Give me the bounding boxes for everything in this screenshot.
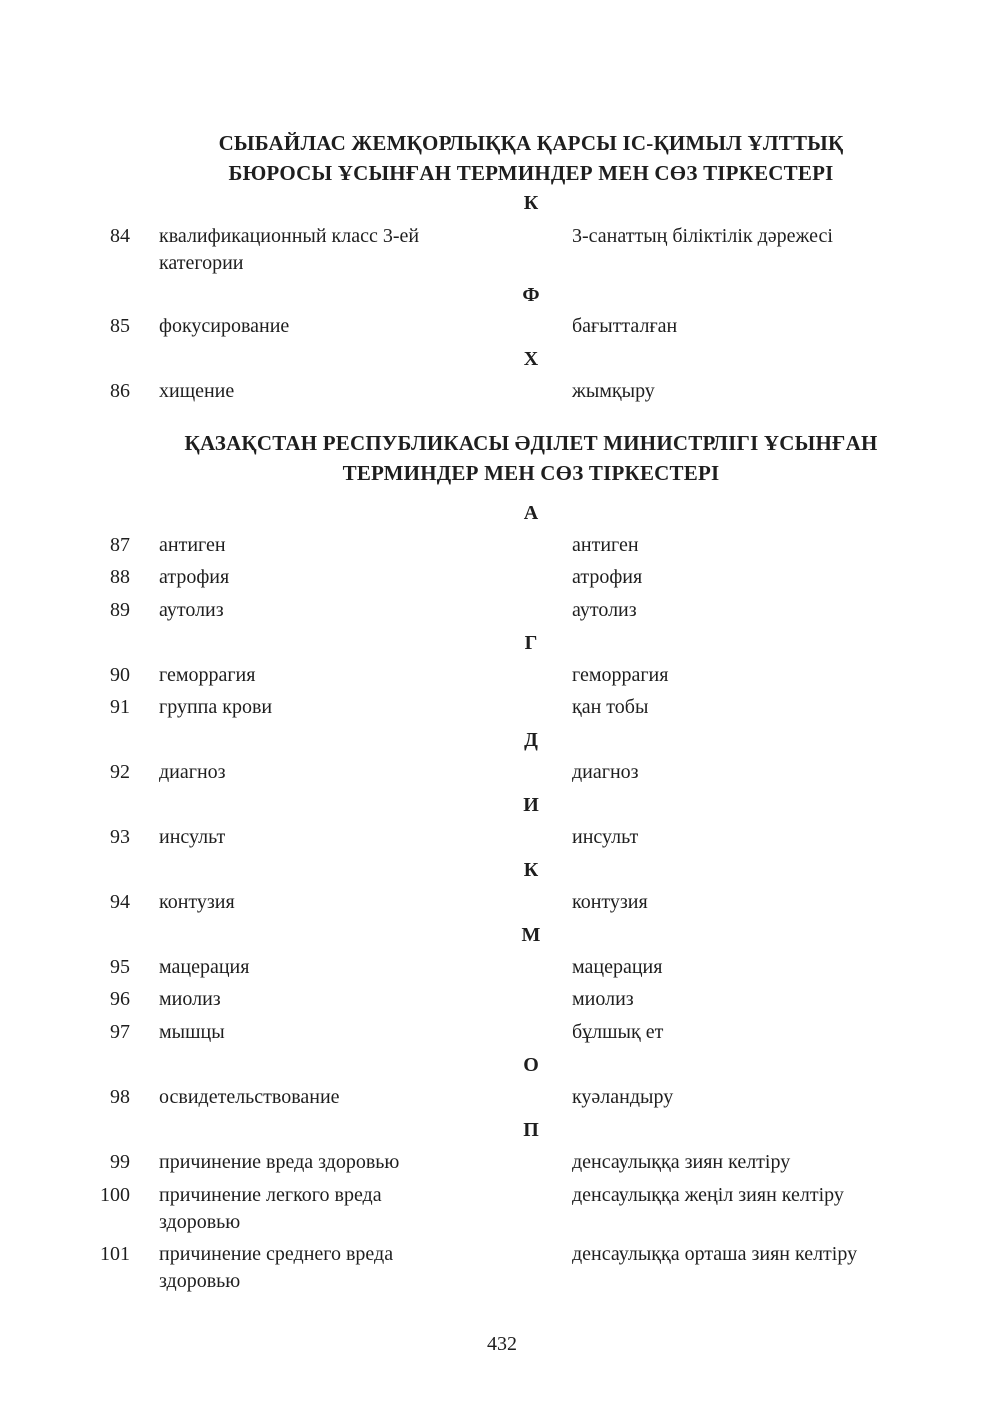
kazakh-term: денсаулыққа орташа зиян келтіру <box>572 1243 858 1265</box>
entry-number: 96 <box>110 988 130 1010</box>
entry-number: 86 <box>110 380 130 402</box>
russian-term: геморрагия <box>159 664 256 686</box>
kazakh-term: денсаулыққа жеңіл зиян келтіру <box>572 1184 844 1206</box>
entry-number: 98 <box>110 1086 130 1108</box>
russian-term: причинение вреда здоровью <box>159 1151 400 1173</box>
russian-term: мышцы <box>159 1021 225 1043</box>
section-title <box>100 128 962 188</box>
russian-term: освидетельствование <box>159 1086 340 1108</box>
entry-number: 93 <box>110 826 130 848</box>
page-number: 432 <box>487 1333 517 1355</box>
entry-number: 94 <box>110 891 130 913</box>
entry-number: 85 <box>110 315 130 337</box>
entry-number: 88 <box>110 566 130 588</box>
letter-heading: Ф <box>522 284 540 306</box>
letter-heading: Д <box>524 729 538 751</box>
letter-heading: О <box>523 1054 539 1076</box>
entry-number: 101 <box>100 1243 130 1265</box>
russian-term: аутолиз <box>159 599 224 621</box>
russian-term: квалификационный класс 3-ей категории <box>159 225 420 274</box>
entry-number: 87 <box>110 534 130 556</box>
section-title-line: ТЕРМИНДЕР МЕН СӨЗ ТІРКЕСТЕРІ <box>342 461 720 485</box>
letter-heading: А <box>523 502 539 524</box>
letter-heading: Г <box>524 632 538 654</box>
russian-term: причинение среднего вреда здоровью <box>159 1243 394 1292</box>
kazakh-term: инсульт <box>572 826 639 848</box>
kazakh-term: куәландыру <box>572 1086 674 1108</box>
kazakh-term: 3-санаттың біліктілік дәрежесі <box>572 225 833 247</box>
letter-heading: И <box>523 794 539 816</box>
kazakh-term: денсаулыққа зиян келтіру <box>572 1151 791 1173</box>
kazakh-term: антиген <box>572 534 639 556</box>
kazakh-term: атрофия <box>572 566 643 588</box>
kazakh-term: миолиз <box>572 988 634 1010</box>
section-title-line: СЫБАЙЛАС ЖЕМҚОРЛЫҚҚА ҚАРСЫ ІС-ҚИМЫЛ ҰЛТТЫҚ <box>218 131 844 155</box>
entry-number: 95 <box>110 956 130 978</box>
russian-term: диагноз <box>159 761 226 783</box>
russian-term: фокусирование <box>159 315 290 337</box>
entry-number: 89 <box>110 599 130 621</box>
letter-heading: К <box>523 859 539 881</box>
letter-heading: М <box>521 924 541 946</box>
entry-number: 92 <box>110 761 130 783</box>
letter-heading: К <box>523 192 539 214</box>
section-title <box>100 428 962 488</box>
russian-term: группа крови <box>159 696 273 718</box>
entry-number: 91 <box>110 696 130 718</box>
kazakh-term: геморрагия <box>572 664 669 686</box>
kazakh-term: қан тобы <box>572 696 649 718</box>
entry-number: 90 <box>110 664 130 686</box>
russian-term: хищение <box>159 380 235 402</box>
russian-term: причинение легкого вреда здоровью <box>159 1184 382 1233</box>
russian-term: антиген <box>159 534 226 556</box>
kazakh-term: контузия <box>572 891 648 913</box>
entry-number: 100 <box>100 1184 130 1206</box>
kazakh-term: жымқыру <box>572 380 655 402</box>
kazakh-term: бағытталған <box>572 315 678 337</box>
section-title-line: БЮРОСЫ ҰСЫНҒАН ТЕРМИНДЕР МЕН СӨЗ ТІРКЕСТЕРІ <box>228 161 834 185</box>
kazakh-term: аутолиз <box>572 599 637 621</box>
entry-number: 97 <box>110 1021 130 1043</box>
kazakh-term: мацерация <box>572 956 663 978</box>
kazakh-term: бұлшық ет <box>572 1021 664 1043</box>
letter-heading: П <box>523 1119 539 1141</box>
russian-term: миолиз <box>159 988 221 1010</box>
letter-heading: Х <box>523 348 539 370</box>
entry-number: 84 <box>110 225 130 247</box>
kazakh-term: диагноз <box>572 761 639 783</box>
russian-term: инсульт <box>159 826 226 848</box>
russian-term: контузия <box>159 891 235 913</box>
russian-term: атрофия <box>159 566 230 588</box>
entry-number: 99 <box>110 1151 130 1173</box>
russian-term: мацерация <box>159 956 250 978</box>
section-title-line: ҚАЗАҚСТАН РЕСПУБЛИКАСЫ ӘДІЛЕТ МИНИСТРЛІГІ ҰСЫНҒАН <box>184 431 878 455</box>
